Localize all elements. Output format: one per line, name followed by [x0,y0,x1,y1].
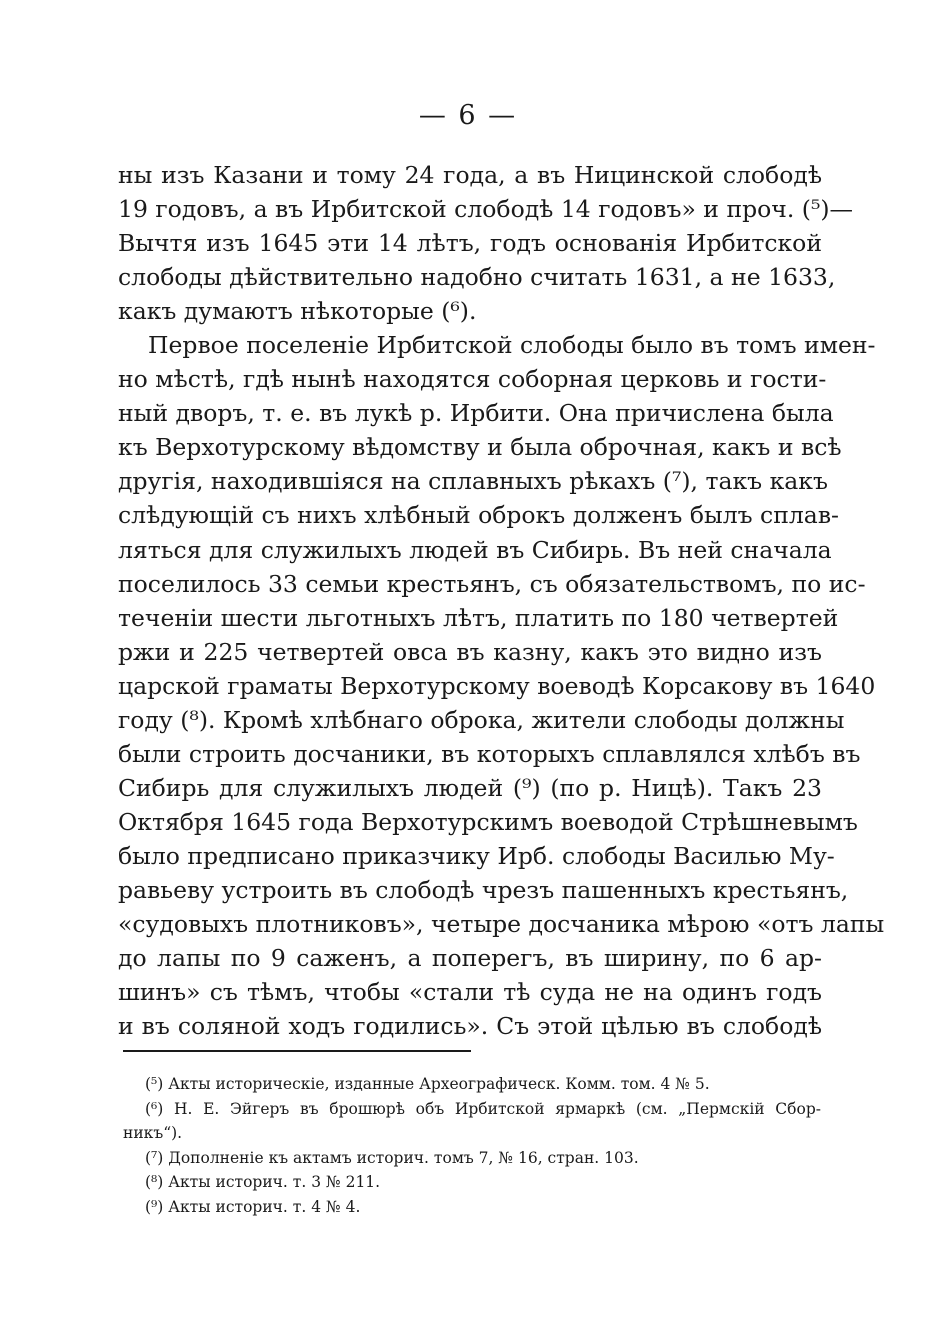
text-line: шинъ» съ тѣмъ, чтобы «стали тѣ суда не на одинъ годъ [118,978,822,1007]
text-line: Вычтя изъ 1645 эти 14 лѣтъ, годъ основанія Ирбитской [118,229,822,258]
text-line: къ Верхотурскому вѣдомству и была оброчная, какъ и всѣ [118,433,842,462]
text-line: слободы дѣйствительно надобно считать 1631, а не 1633, [118,263,836,292]
footnote: (⁶) Н. Е. Эйгеръ въ брошюрѣ объ Ирбитской ярмаркѣ (см. „Пермскій Сбор- [145,1099,821,1118]
text-line: и въ соляной ходъ годились». Съ этой цѣлью въ слободѣ [118,1012,822,1041]
text-line: слѣдующій съ нихъ хлѣбный оброкъ долженъ былъ сплав- [118,501,839,530]
text-line: равьеву устроить въ слободѣ чрезъ пашенныхъ крестьянъ, [118,875,849,904]
body-text [118,158,885,1043]
footnote: (⁹) Акты историч. т. 4 № 4. [145,1197,361,1216]
footnote: (⁸) Акты историч. т. 3 № 211. [145,1173,381,1191]
text-line: до лапы по 9 саженъ, а поперегъ, въ ширину, по 6 ар- [118,944,822,973]
footnotes [123,1072,821,1219]
text-line: но мѣстѣ, гдѣ нынѣ находятся соборная церковь и гости- [118,365,827,394]
footnote-divider [123,1050,471,1052]
text-line: другія, находившіяся на сплавныхъ рѣкахъ (⁷), такъ какъ [118,467,828,496]
text-line: теченіи шести льготныхъ лѣтъ, платить по 180 четвертей [118,603,839,632]
footnote: (⁵) Акты историческіе, изданные Археографическ. Комм. том. 4 № 5. [145,1075,710,1093]
text-line: 19 годовъ, а въ Ирбитской слободѣ 14 годовъ» и проч. (⁵)— [118,195,854,224]
text-line: царской граматы Верхотурскому воеводѣ Корсакову въ 1640 [118,671,876,700]
text-line: «судовыхъ плотниковъ», четыре досчаника мѣрою «отъ лапы [118,910,885,939]
text-line: Октября 1645 года Верхотурскимъ воеводой Стрѣшневымъ [118,807,858,836]
text-line: Сибирь для служилыхъ людей (⁹) (по р. Ницѣ). Такъ 23 [118,773,822,802]
text-line: ный дворъ, т. е. въ лукѣ р. Ирбити. Она причислена была [118,399,834,428]
page-number: — 6 — [418,100,518,131]
text-line: ны изъ Казани и тому 24 года, а въ Ницинской слободѣ [118,161,822,189]
text-line: какъ думаютъ нѣкоторые (⁶). [118,297,477,326]
text-line: ляться для служилыхъ людей въ Сибирь. Въ ней сначала [118,535,832,564]
text-line: поселилось 33 семьи крестьянъ, съ обязательствомъ, по ис- [118,569,866,598]
footnote: (⁷) Дополненіе къ актамъ историч. томъ 7, № 16, стран. 103. [145,1148,639,1167]
text-line: году (⁸). Кромѣ хлѣбнаго оброка, жители слободы должны [118,705,845,734]
text-line: было предписано приказчику Ирб. слободы Василью Му- [118,841,835,870]
text-line: Первое поселеніе Ирбитской слободы было въ томъ имен- [148,331,876,360]
text-line: были строить досчаники, въ которыхъ сплавлялся хлѣбъ въ [118,739,861,768]
text-line: ржи и 225 четвертей овса въ казну, какъ это видно изъ [118,637,822,666]
footnote-continuation: никъ“). [123,1124,183,1142]
